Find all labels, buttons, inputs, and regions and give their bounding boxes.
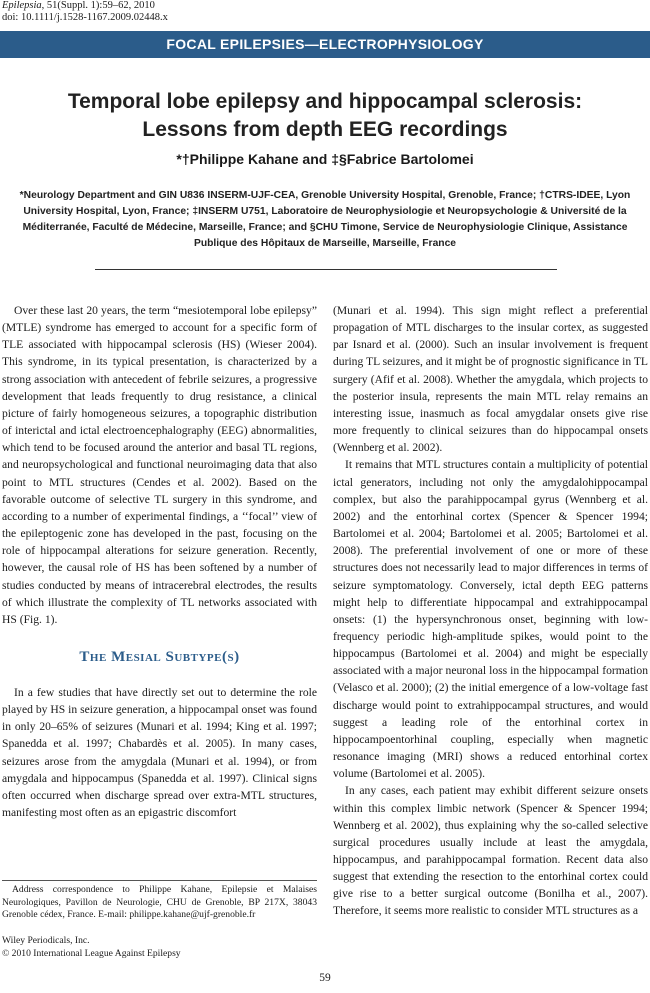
- right-column: [333, 302, 648, 920]
- page-number: 59: [319, 972, 331, 984]
- paragraph: It remains that MTL structures contain a multiplicity of potential ictal generators, including not only the amygdalohippocampal complex, but also the parahippocampal gyrus (Wennberg et al. 2002) and the entorhinal cortex (Spencer & Spencer 1994; Bartolomei et al. 2004; Bartolomei et al. 2005; Bartolomei et al. 2008). The preferential involvement of one or more of these structures does not necessarily lead to major differences in terms of seizure symptomatology. Conversely, ictal depth EEG patterns might help to differentiate hippocampal and extrahippocampal onsets: (1) the hypersynchronous onset, beginning with low-frequency periodic high-amplitude spikes, would point to the hippocampus (Bartolomei et al. 2004) and might be especially associated with a major neuronal loss in the hippocampal formation (Velasco et al. 2000); (2) the initial emergence of a low-voltage fast discharge would point to extrahippocampal structures, and would suggest a leading role of the entorhinal cortex in hippocampoentorhinal coupling, especially when magnetic resonance imaging (MRI) shows a reduced entorhinal cortex volume (Bartolomei et al. 2005).: [333, 458, 648, 781]
- running-header: [2, 0, 168, 24]
- affiliations: *Neurology Department and GIN U836 INSERM-UJF-CEA, Grenoble University Hospital, Grenoble, France; †CTRS-IDEE, Lyon University Hospital, Lyon, France; ‡INSERM U751, Laboratoire de Neurophysiologie et Neuropsychologie & Université de la Méditerranée, Faculté de Médecine, Marseille, France; and §CHU Timone, Service de Neurophysiologie Clinique, Assistance Publique des Hôpitaux de Marseille, Marseille, France: [19, 190, 631, 249]
- publisher-info: [2, 935, 181, 960]
- publisher: Wiley Periodicals, Inc.: [2, 935, 90, 946]
- section-banner: FOCAL EPILEPSIES—ELECTROPHYSIOLOGY: [0, 31, 650, 58]
- author-list: *†Philippe Kahane and ‡§Fabrice Bartolomei: [176, 151, 474, 167]
- journal-citation: [2, 0, 168, 12]
- copyright: © 2010 International League Against Epilepsy: [2, 947, 181, 959]
- doi[interactable]: doi: 10.1111/j.1528-1167.2009.02448.x: [2, 12, 168, 23]
- paragraph: (Munari et al. 1994). This sign might reflect a preferential propagation of MTL discharges to the insular cortex, as suggested par Isnard et al. (2000). Such an insular involvement is frequent during TL seizures, and it might be of prognostic significance in TL surgery (Afif et al. 2008). Whether the amygdala, which projects to the posterior insula, represents the main MTL relay remains an interesting issue, inasmuch as focal amygdalar onsets give rise more frequently to clinical seizures than do hippocampal onsets (Wennberg et al. 2002).: [333, 304, 648, 455]
- title-divider: [95, 269, 557, 270]
- paragraph: Over these last 20 years, the term “mesiotemporal lobe epilepsy” (MTLE) syndrome has emerged to account for a specific form of TLE associated with hippocampal sclerosis (HS) (Wieser 2004). This syndrome, in its typical presentation, is characterized by a strong association with antecedent of febrile seizures, a progressive development that leads frequently to drug resistance, a clinical picture of fairly homogeneous seizures, a topographic distribution of interictal and ictal electroencephalography (EEG) abnormalities, which tend to be focused around the anterior and basal TL regions, and neuropsychological and functional neuroimaging data that also point to MTL structures (Cendes et al. 2002). Based on the favorable outcome of selective TL surgery in this syndrome, and according to a number of experimental findings, a ‘‘focal’’ view of the epileptogenic zone has developed in the past, focusing on the role of hippocampal alterations for seizure generation. Recently, however, the causal role of HS has been softened by a number of studies conducted by means of intracerebral electrodes, the results of which illustrate the complexity of TL networks associated with HS (Fig. 1).: [2, 304, 317, 626]
- journal-name: Epilepsia: [2, 0, 42, 11]
- paragraph: In a few studies that have directly set out to determine the role played by HS in seizure generation, a hippocampal onset was found in only 20–65% of seizures (Munari et al. 1994; King et al. 1997; Spanedda et al. 1997; Chabardès et al. 2005). In many cases, seizures arose from the amygdala (Munari et al. 1994), or from amygdala and hippocampus (Spanedda et al. 1997). Clinical signs often occurred when discharge spread over extra-MTL structures, manifesting most often as an epigastric discomfort: [2, 685, 317, 820]
- paragraph: In any cases, each patient may exhibit different seizure onsets within this complex limbic network (Spencer & Spencer 1994; Wennberg et al. 2002), thus explaining why the so-called selective surgical procedures usually include at least the amygdala, hippocampus, and parahippocampal formation. Recent data also suggest that extending the resection to the entorhinal cortex could give rise to a better surgical outcome (Bonilha et al., 2007). Therefore, it seems more realistic to consider MTL structures as a: [333, 784, 648, 918]
- article-title: [0, 88, 650, 144]
- correspondence-note: Address correspondence to Philippe Kahane, Epilepsie et Malaises Neurologiques, Pavillon de Neurologie, CHU de Grenoble, BP 217X, 38043 Grenoble cédex, France. E-mail: philippe.kahane@ujf-grenoble.fr: [2, 884, 317, 920]
- left-column: [2, 302, 317, 821]
- title-line-1: Temporal lobe epilepsy and hippocampal sclerosis:: [67, 90, 583, 113]
- footnote-divider: [2, 880, 317, 881]
- section-heading: The Mesial Subtype(s): [79, 648, 240, 665]
- title-line-2: Lessons from depth EEG recordings: [142, 118, 508, 141]
- volume-pages: , 51(Suppl. 1):59–62, 2010: [41, 0, 155, 11]
- footnote: [2, 884, 317, 922]
